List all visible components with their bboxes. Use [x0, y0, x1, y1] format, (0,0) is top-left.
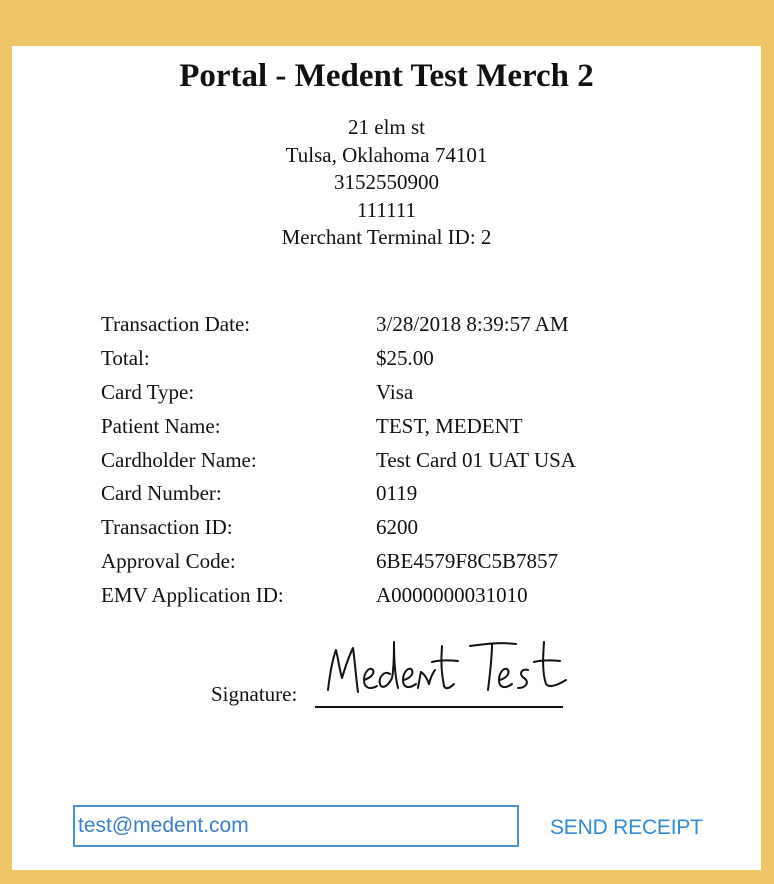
signature-image — [320, 628, 570, 712]
detail-row — [101, 545, 721, 579]
terminal-id-line: Merchant Terminal ID: 2 — [281, 225, 492, 249]
detail-label: Approval Code: — [101, 548, 236, 573]
detail-row — [101, 578, 721, 612]
detail-value: A0000000031010 — [376, 582, 528, 607]
detail-label: Card Type: — [101, 379, 195, 404]
merchant-title: Portal - Medent Test Merch 2 — [179, 58, 594, 94]
detail-row — [101, 308, 721, 342]
detail-row — [101, 443, 721, 477]
detail-row — [101, 477, 721, 511]
detail-label: EMV Application ID: — [101, 582, 284, 607]
detail-value: Test Card 01 UAT USA — [376, 447, 576, 472]
merchant-id-line: 111111 — [356, 197, 417, 222]
address-line: Tulsa, Oklahoma 74101 — [285, 142, 488, 167]
detail-label: Transaction ID: — [101, 515, 233, 540]
detail-value: Visa — [376, 379, 414, 404]
email-input[interactable] — [73, 805, 519, 847]
detail-value: 3/28/2018 8:39:57 AM — [376, 312, 569, 337]
detail-label: Total: — [101, 346, 150, 371]
detail-row — [101, 376, 721, 410]
address-line: 21 elm st — [348, 115, 425, 139]
detail-value: TEST, MEDENT — [376, 413, 523, 438]
detail-value: $25.00 — [376, 346, 434, 371]
send-receipt-button[interactable]: SEND RECEIPT — [550, 812, 703, 844]
signature-line — [315, 706, 563, 708]
transaction-details — [101, 308, 721, 612]
detail-value: 6200 — [376, 515, 418, 540]
merchant-address — [12, 114, 761, 252]
detail-label: Patient Name: — [101, 413, 221, 438]
detail-row — [101, 342, 721, 376]
detail-value: 6BE4579F8C5B7857 — [376, 548, 559, 573]
signature-label: Signature: — [211, 682, 298, 706]
detail-value: 0119 — [376, 481, 418, 506]
detail-label: Transaction Date: — [101, 312, 251, 337]
detail-label: Card Number: — [101, 481, 222, 506]
detail-row — [101, 511, 721, 545]
receipt-panel — [12, 46, 761, 870]
phone-line: 3152550900 — [334, 170, 439, 194]
detail-row — [101, 409, 721, 443]
detail-label: Cardholder Name: — [101, 447, 257, 472]
